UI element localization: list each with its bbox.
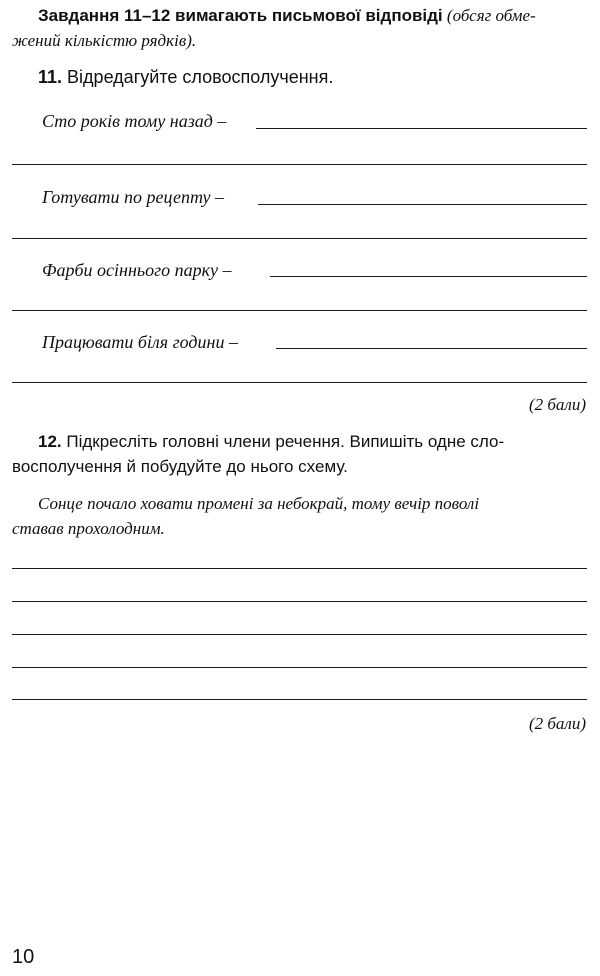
- answer-line-3a[interactable]: [270, 276, 587, 277]
- intro-bold-text: Завдання 11–12 вимагають письмової відповіді: [38, 6, 443, 25]
- intro-italic-text-1: (обсяг обме-: [446, 6, 536, 25]
- answer-line-6[interactable]: [12, 601, 587, 602]
- task12-instruction-2: восполучення й побудуйте до нього схему.: [12, 457, 348, 476]
- task12-instruction-1: Підкресліть головні члени речення. Випишіть одне сло-: [66, 432, 505, 451]
- answer-line-2b[interactable]: [12, 238, 587, 239]
- answer-line-2a[interactable]: [258, 204, 587, 205]
- task11-number: 11.: [38, 67, 63, 87]
- task12-number: 12.: [38, 432, 62, 451]
- task11-item-2: Готувати по рецепту –: [42, 187, 225, 207]
- task11-heading: [38, 64, 333, 90]
- answer-line-3b[interactable]: [12, 310, 587, 311]
- answer-line-5[interactable]: [12, 568, 587, 569]
- intro-italic-text-2: жений кількістю рядків).: [12, 31, 197, 50]
- task12-score: (2 бали): [528, 714, 586, 733]
- answer-line-7[interactable]: [12, 634, 587, 635]
- task11-item-1: Сто років тому назад –: [42, 111, 227, 131]
- answer-line-9[interactable]: [12, 699, 587, 700]
- answer-line-1b[interactable]: [12, 164, 587, 165]
- answer-line-8[interactable]: [12, 667, 587, 668]
- task12-sentence-2: ставав прохолодним.: [12, 519, 165, 538]
- answer-line-4a[interactable]: [276, 348, 587, 349]
- task11-item-3: Фарби осіннього парку –: [42, 260, 232, 280]
- intro-line-1: [38, 4, 536, 28]
- task11-instruction: Відредагуйте словосполучення.: [67, 67, 334, 87]
- task11-item-4: Працювати біля години –: [42, 332, 238, 352]
- page-number: 10: [12, 946, 35, 968]
- task11-score: (2 бали): [528, 395, 586, 414]
- answer-line-4b[interactable]: [12, 382, 587, 383]
- task12-heading-line-1: [38, 430, 504, 454]
- answer-line-1a[interactable]: [256, 128, 587, 129]
- task12-sentence-1: Сонце почало ховати промені за небокрай, тому вечір поволі: [38, 494, 480, 513]
